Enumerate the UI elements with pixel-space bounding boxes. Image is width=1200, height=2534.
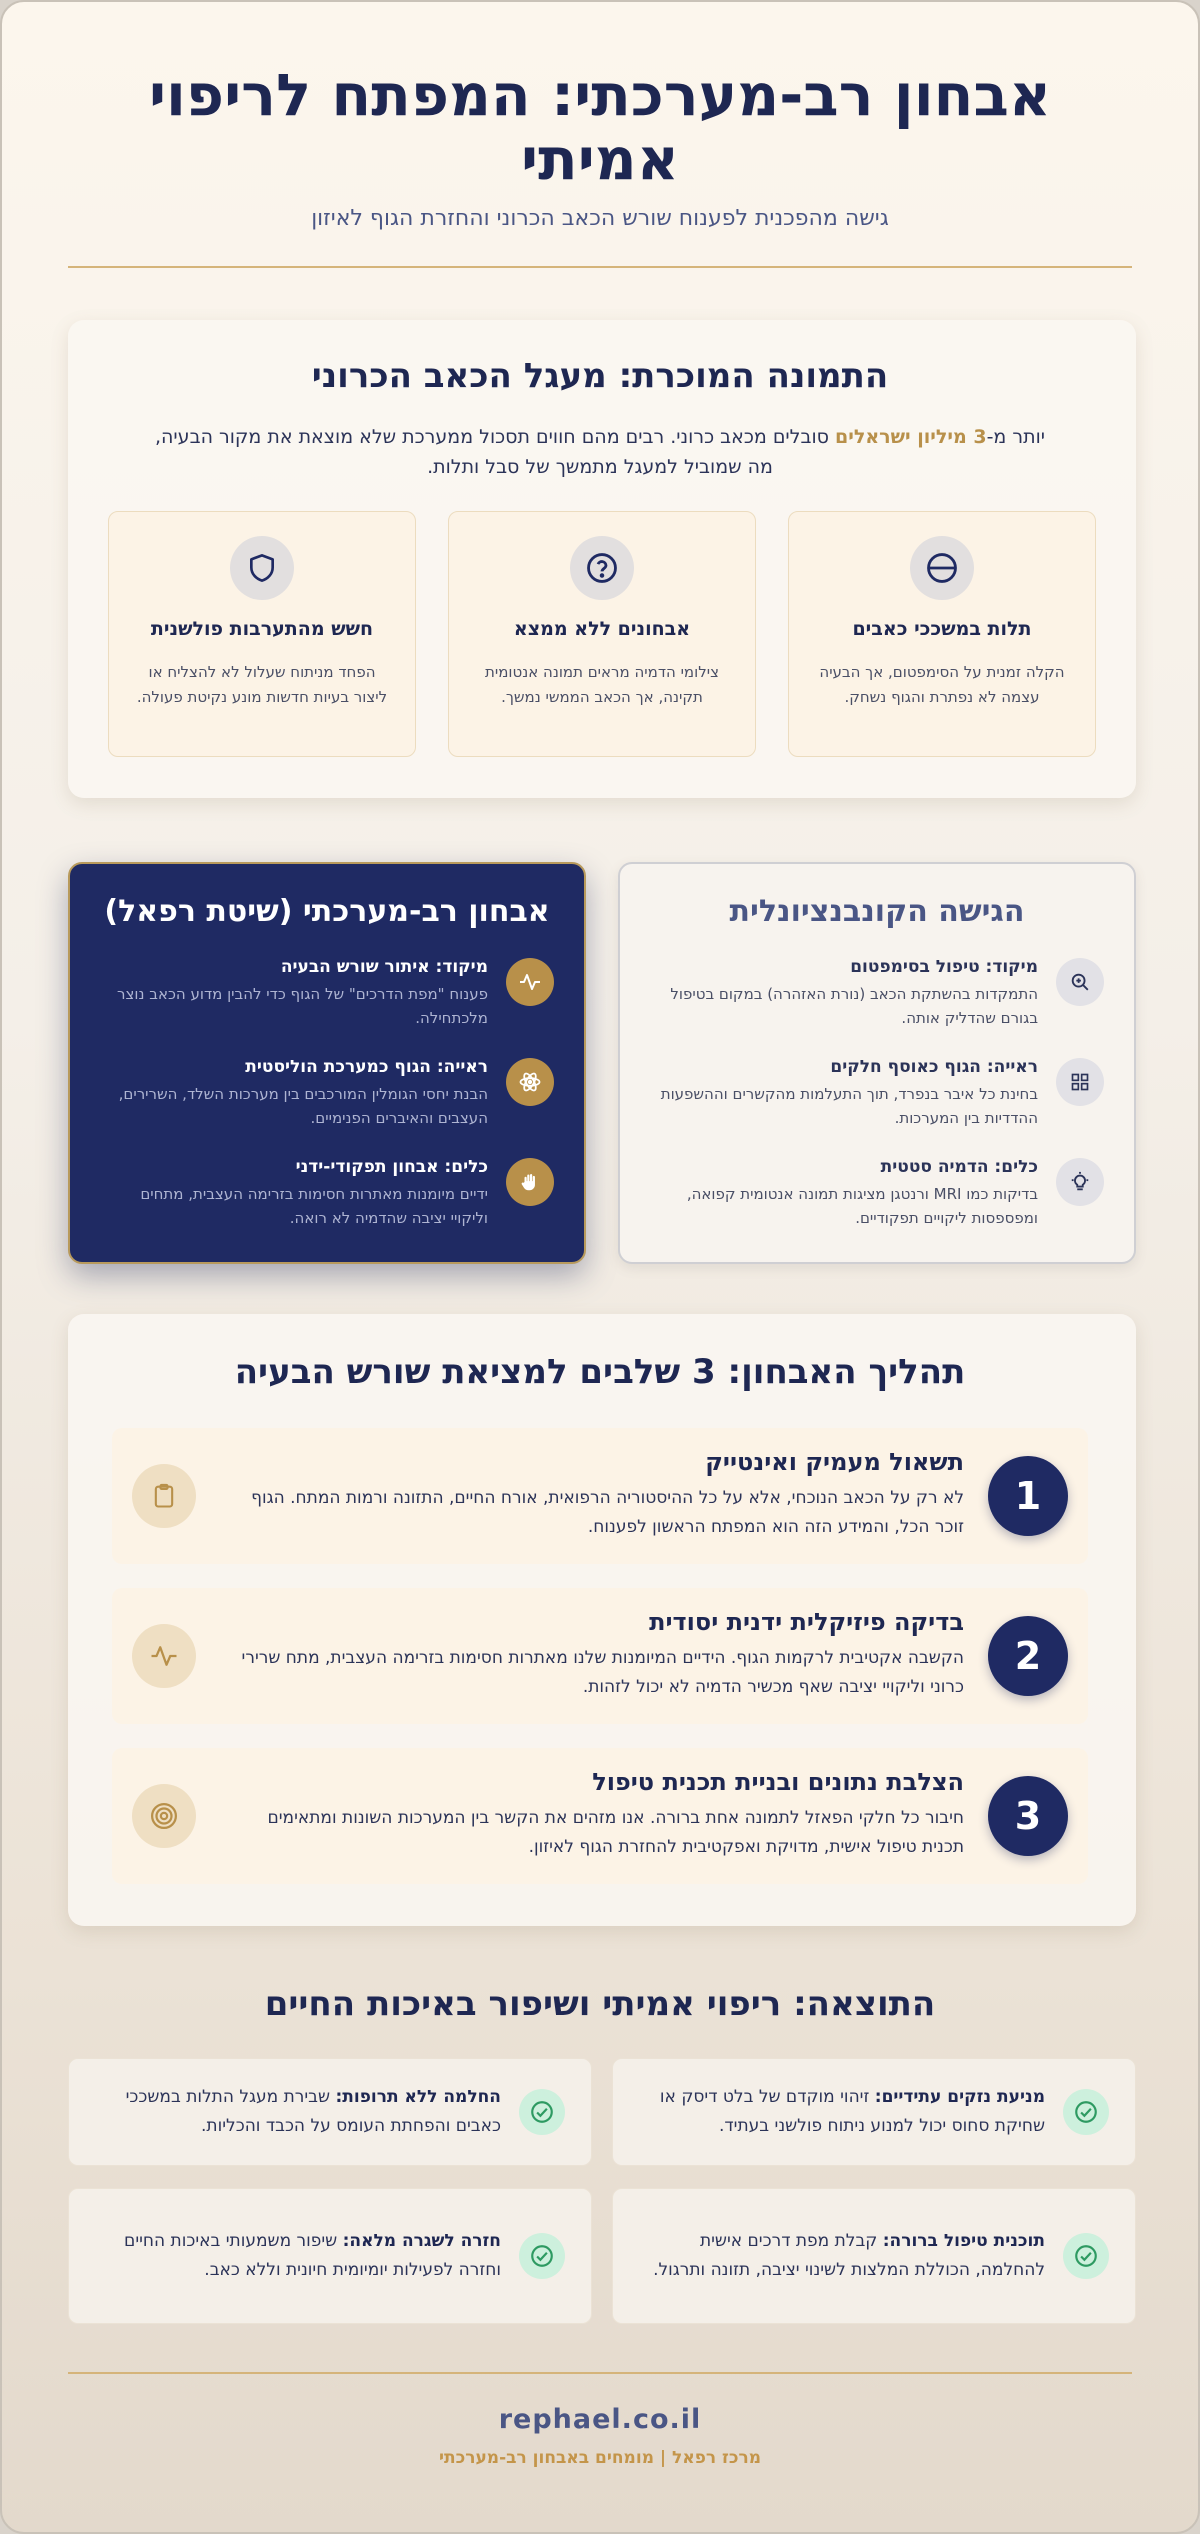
question-icon [570,536,634,600]
problem-intro: יותר מ-3 מיליון ישראלים סובלים מכאב כרוני. רבים מהם חווים תסכול ממערכת שלא מוצאת את מקור הבעיה, מה שמוביל למעגל מתמשך של סבל ותלות. [154,426,1046,479]
rafael-item-head: כלים: אבחון תפקודי-ידני [295,1157,488,1177]
conventional-item [650,1156,1104,1246]
shield-icon [230,536,294,600]
process-step [112,1588,1088,1724]
rafael-item [100,956,554,1046]
atom-icon [506,1058,554,1106]
pulse-icon [506,958,554,1006]
conventional-approach-card [618,862,1136,1264]
rafael-item-body: ידיים מיומנות מאתרות חסימות בזרימה העצבית, מתחים וליקויי יציבה שהדמיה לא רואה. [140,1184,488,1227]
conventional-item-head: כלים: הדמיה סטטית [880,1157,1038,1177]
problem-card [788,511,1096,757]
check-icon [1063,2089,1109,2135]
zoom-icon [1056,958,1104,1006]
conventional-title: הגישה הקונבנציונלית [729,894,1025,929]
step-number: 2 [988,1616,1068,1696]
step-number: 1 [988,1456,1068,1536]
step-desc: לא רק על הכאב הנוכחי, אלא על כל ההיסטוריה הרפואית, אורח החיים, התזונה ורמות המתח. הגוף זוכר הכל, והמידע הזה הוא המפתח הראשון לפענוח. [251,1488,964,1537]
problem-card-title: אבחונים ללא ממצא [513,618,691,640]
rafael-item-head: מיקוד: איתור שורש הבעיה [280,957,488,977]
rafael-item [100,1156,554,1246]
page-subtitle: גישה מהפכנית לפענוח שורש הכאב הכרוני והחזרת הגוף לאיזון [311,206,889,231]
problem-card-title: חשש מהתערבות פולשנית [150,618,374,640]
process-step [112,1748,1088,1884]
no-entry-icon [910,536,974,600]
problem-card [448,511,756,757]
step-number: 3 [988,1776,1068,1856]
header-divider [68,266,1132,268]
result-text: החלמה ללא תרופות: שבירת מעגל התלות במשככי כאבים והפחתת העומס על הכבד והכליות. [125,2087,501,2136]
step-desc: חיבור כל חלקי הפאזל לתמונה אחת ברורה. אנו מזהים את הקשר בין המערכות השונות ומתאימים תכנית טיפול אישית, מדויקת ואפקטיבית להחזרת הגוף לאיזון. [267,1808,964,1857]
conventional-item [650,1056,1104,1146]
result-text: תוכנית טיפול ברורה: קבלת מפת דרכים אישית להחלמה, הכוללת המלצות לשינוי יציבה, תזונה ותרגול. [653,2231,1045,2280]
step-title: בדיקה פיזיקלית ידנית יסודית [649,1608,964,1636]
rafael-item [100,1056,554,1146]
footer-website[interactable]: rephael.co.il [498,2404,702,2435]
problem-title: התמונה המוכרת: מעגל הכאב הכרוני [311,356,889,396]
clipboard-icon [132,1464,196,1528]
rafael-title: אבחון רב-מערכתי (שיטת רפאל) [104,894,550,929]
check-icon [519,2089,565,2135]
intro-highlight: 3 מיליון ישראלים [835,426,987,448]
problem-card-desc: הפחד מניתוח שעלול לא להצליח או ליצור בעיות חדשות מונע נקיטת פעולה. [136,663,388,706]
conventional-item [650,956,1104,1046]
result-text: מניעת נזקים עתידיים: זיהוי מוקדם של בלט דיסק או שחיקת סחוס יכול למנוע ניתוח פולשני בעתיד. [659,2087,1045,2136]
conventional-item-body: התמקדות בהשתקת הכאב (נורת האזהרה) במקום בטיפול בגורם שהדליק אותה. [670,984,1038,1027]
conventional-item-body: בדיקות כמו MRI ורנטגן מציגות תמונה אנטומית קפואה, ומפספסות ליקויים תפקודיים. [686,1184,1038,1227]
step-desc: הקשבה אקטיבית לרקמות הגוף. הידיים המיומנות שלנו מאתרות חסימות בזרימה העצבית, מתח שרירי כרוני וליקויי יציבה שאף מכשיר הדמיה לא יכול לזהות. [241,1648,964,1697]
step-title: הצלבת נתונים ובניית תכנית טיפול [592,1768,964,1796]
conventional-item-body: בחינת כל איבר בנפרד, תוך התעלמות מהקשרים וההשפעות ההדדיות בין המערכות. [660,1084,1038,1127]
result-card [612,2058,1136,2166]
grid-icon [1056,1058,1104,1106]
bulb-icon [1056,1158,1104,1206]
check-icon [1063,2233,1109,2279]
results-title: התוצאה: ריפוי אמיתי ושיפור באיכות החיים [264,1984,936,2024]
target-icon [132,1784,196,1848]
problem-card-desc: הקלה זמנית על הסימפטום, אך הבעיה עצמה לא נפתרת והגוף נשחק. [819,663,1065,706]
rafael-item-head: ראייה: הגוף כמערכת הוליסטית [245,1057,488,1077]
rafael-method-card [68,862,586,1264]
process-step [112,1428,1088,1564]
result-card [68,2058,592,2166]
conventional-item-head: ראייה: הגוף כאוסף חלקים [830,1057,1038,1077]
conventional-item-head: מיקוד: טיפול בסימפטום [850,957,1038,977]
pulse-icon [132,1624,196,1688]
result-card [68,2188,592,2324]
process-title: תהליך האבחון: 3 שלבים למציאת שורש הבעיה [234,1352,966,1392]
rafael-item-body: הבנת יחסי הגומלין המורכבים בין מערכות השלד, השרירים, העצבים והאיברים הפנימיים. [118,1084,488,1127]
footer-divider [68,2372,1132,2374]
problem-card [108,511,416,757]
check-icon [519,2233,565,2279]
page-title: אבחון רב-מערכתי: המפתח לריפוי אמיתי [148,61,1052,193]
problem-card-desc: צילומי הדמיה מראים תמונה אנטומית תקינה, אך הכאב הממשי נמשך. [485,663,719,706]
step-title: תשאול מעמיק ואינטייק [705,1448,964,1476]
hand-icon [506,1158,554,1206]
problem-card-title: תלות במשככי כאבים [852,618,1032,640]
footer-tagline: מרכז רפאל | מומחים באבחון רב-מערכתי [438,2448,762,2468]
result-card [612,2188,1136,2324]
rafael-item-body: פענוח "מפת הדרכים" של הגוף כדי להבין מדוע הכאב נוצר מלכתחילה. [117,984,488,1027]
result-text: חזרה לשגרה מלאה: שיפור משמעותי באיכות החיים וחזרה לפעילות יומיומית חיונית וללא כאב. [124,2231,501,2280]
